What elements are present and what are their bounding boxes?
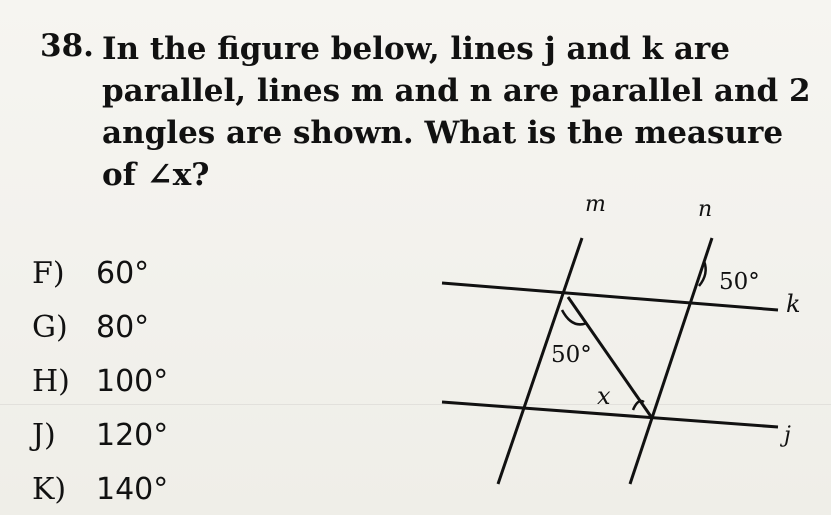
choice-letter: G) [32,309,68,345]
choice-value: 60° [96,255,150,291]
line-m-label: m [585,192,606,217]
angle-mid-label: 50° [551,342,592,368]
line-j-label: j [784,423,791,448]
choice-k[interactable] [32,462,232,515]
choice-letter: K) [32,471,67,507]
choice-f[interactable] [32,246,232,300]
choice-letter: F) [32,255,65,291]
question-line-1: In the figure below, lines j and k are [102,31,730,67]
choice-value: 120° [96,417,169,453]
question-line-3: angles are shown. What is the measure [102,115,784,151]
line-n-label: n [698,197,713,222]
question-line-2: parallel, lines m and n are parallel and 2 [102,73,811,109]
line-n [630,238,712,484]
angle-x-label: x [597,382,611,410]
choice-letter: H) [32,363,70,399]
question-number: 38. [40,28,94,64]
choice-j[interactable] [32,408,232,462]
choice-g[interactable] [32,300,232,354]
choice-letter: J) [32,417,56,453]
angle-top-label: 50° [719,269,760,295]
question-text [102,28,811,196]
choice-value: 100° [96,363,169,399]
line-k-label: k [786,290,801,318]
choice-value: 140° [96,471,169,507]
answer-choices [32,246,232,515]
question-line-4: of ∠x? [102,157,210,193]
choice-value: 80° [96,309,150,345]
geometry-figure [430,180,831,515]
choice-h[interactable] [32,354,232,408]
